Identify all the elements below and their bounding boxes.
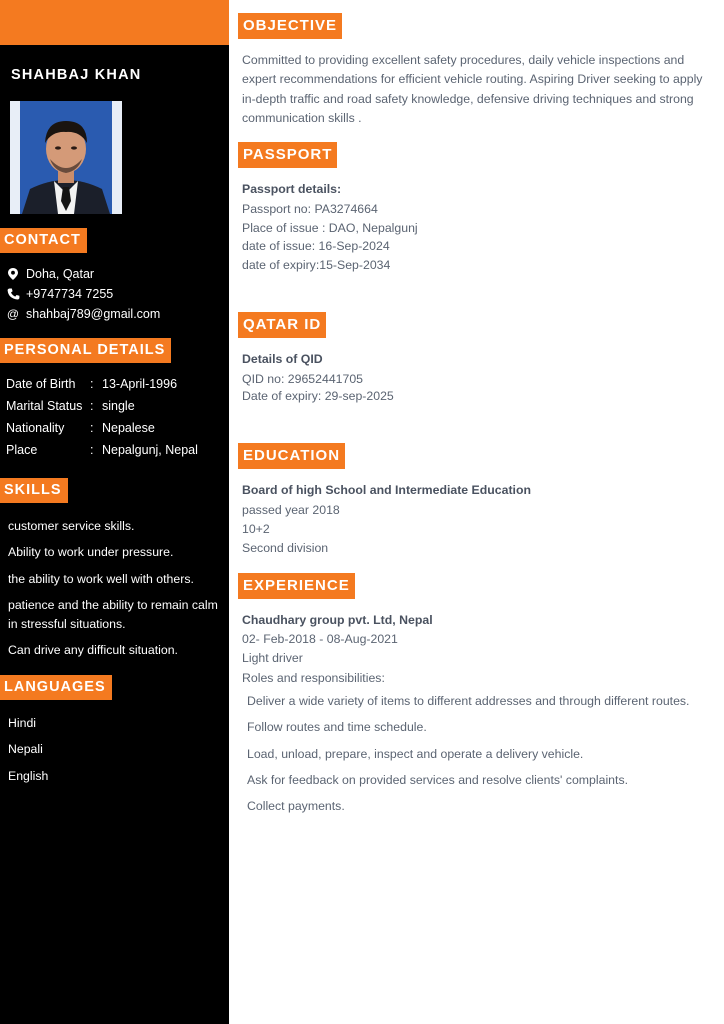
- pd-value: Nepalese: [102, 421, 155, 435]
- pd-value: Nepalgunj, Nepal: [102, 443, 198, 457]
- skill-item: the ability to work well with others.: [8, 572, 194, 586]
- contact-phone-text: +9747734 7255: [26, 287, 114, 301]
- skill-item: Can drive any difficult situation.: [8, 643, 178, 657]
- pd-colon: :: [90, 421, 94, 435]
- qatar-id-line: Date of expiry: 29-sep-2025: [242, 389, 394, 403]
- pd-label: Marital Status: [6, 399, 83, 413]
- languages-heading: LANGUAGES: [0, 675, 112, 700]
- contact-location-text: Doha, Qatar: [26, 267, 95, 281]
- location-pin-icon: [6, 268, 20, 280]
- pd-label: Date of Birth: [6, 377, 76, 391]
- education-line: Second division: [242, 541, 329, 555]
- candidate-name: SHAHBAJ KHAN: [11, 67, 142, 83]
- language-item: Hindi: [8, 716, 37, 730]
- profile-photo: [10, 101, 122, 214]
- skill-item: customer service skills.: [8, 519, 135, 533]
- personal-details-heading: PERSONAL DETAILS: [0, 338, 171, 363]
- qatar-id-heading: QATAR ID: [238, 312, 326, 338]
- passport-line: Passport no: PA3274664: [242, 202, 378, 216]
- phone-icon: [6, 288, 20, 300]
- responsibility-item: Load, unload, prepare, inspect and operate a delivery vehicle.: [247, 747, 584, 761]
- responsibility-item: Deliver a wide variety of items to different addresses and through different routes.: [247, 694, 690, 708]
- at-sign-icon: @: [6, 307, 20, 321]
- passport-line: Place of issue : DAO, Nepalgunj: [242, 221, 418, 235]
- education-line: passed year 2018: [242, 503, 340, 517]
- responsibility-item: Ask for feedback on provided services and resolve clients' complaints.: [247, 773, 629, 787]
- language-item: English: [8, 769, 49, 783]
- pd-colon: :: [90, 377, 94, 391]
- skill-item: Ability to work under pressure.: [8, 545, 174, 559]
- education-heading: EDUCATION: [238, 443, 345, 469]
- pd-label: Nationality: [6, 421, 65, 435]
- sidebar: [0, 0, 229, 1024]
- experience-company: Chaudhary group pvt. Ltd, Nepal: [242, 613, 433, 627]
- skill-item: patience and the ability to remain calm in stressful situations.: [8, 598, 218, 631]
- experience-period: 02- Feb-2018 - 08-Aug-2021: [242, 632, 398, 646]
- qatar-id-line: QID no: 29652441705: [242, 372, 364, 386]
- pd-colon: :: [90, 443, 94, 457]
- responsibility-item: Follow routes and time schedule.: [247, 720, 427, 734]
- experience-heading: EXPERIENCE: [238, 573, 355, 599]
- responsibility-item: Collect payments.: [247, 799, 345, 813]
- qatar-id-subheading: Details of QID: [242, 352, 323, 366]
- experience-role: Light driver: [242, 651, 303, 665]
- passport-line: date of issue: 16-Sep-2024: [242, 239, 390, 253]
- pd-value: single: [102, 399, 135, 413]
- contact-email-text: shahbaj789@gmail.com: [26, 307, 161, 321]
- pd-value: 13-April-1996: [102, 377, 178, 391]
- pd-colon: :: [90, 399, 94, 413]
- sidebar-accent-bar: [0, 0, 229, 45]
- passport-line: date of expiry:15-Sep-2034: [242, 258, 391, 272]
- experience-roles-label: Roles and responsibilities:: [242, 671, 385, 685]
- education-line: 10+2: [242, 522, 270, 536]
- objective-heading: OBJECTIVE: [238, 13, 342, 39]
- contact-heading: CONTACT: [0, 228, 87, 253]
- contact-location: [6, 267, 94, 281]
- pd-label: Place: [6, 443, 38, 457]
- contact-email[interactable]: [6, 307, 160, 321]
- passport-subheading: Passport details:: [242, 182, 342, 196]
- language-item: Nepali: [8, 742, 43, 756]
- contact-phone[interactable]: [6, 287, 113, 301]
- passport-heading: PASSPORT: [238, 142, 337, 168]
- education-subheading: Board of high School and Intermediate Education: [242, 483, 531, 497]
- objective-text: Committed to providing excellent safety procedures, daily vehicle inspections and expert recommendations for efficient vehicle routing. Aspiring Driver seeking to apply in-depth traffic and road safety knowledge, defensive driving techniques and strong communication skills .: [242, 53, 703, 125]
- skills-heading: SKILLS: [0, 478, 68, 503]
